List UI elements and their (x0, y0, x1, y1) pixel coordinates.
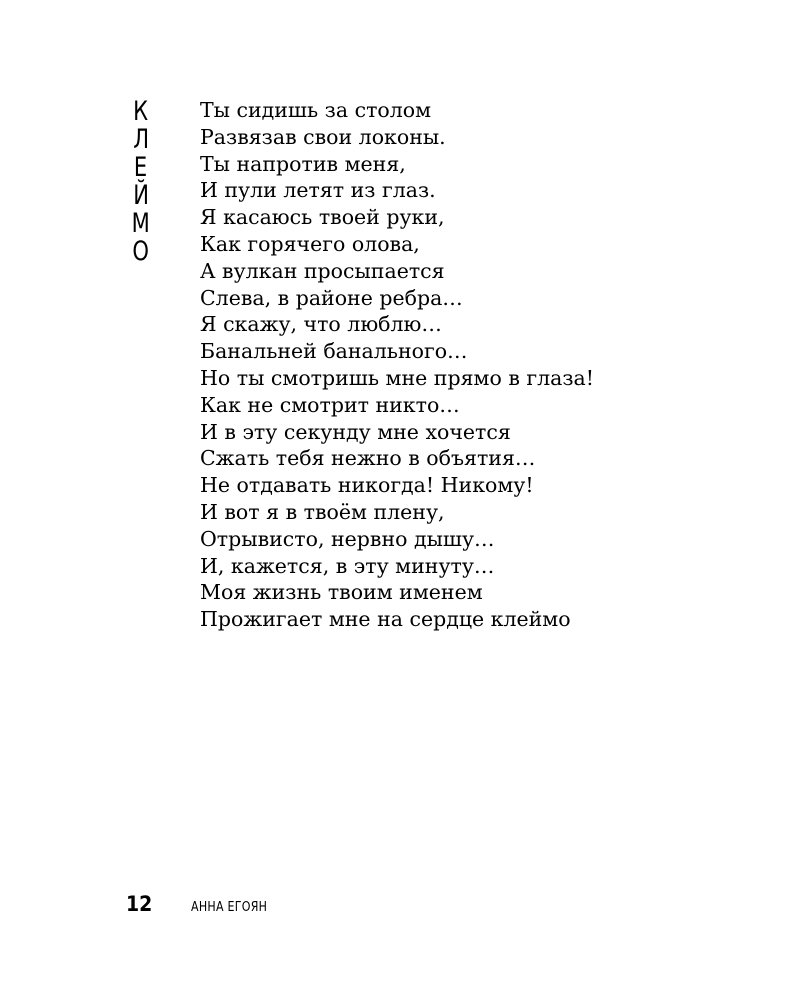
poem-line: Ты сидишь за столом (200, 98, 432, 122)
poem-line: Ты напротив меня, (200, 151, 406, 176)
poem-line: И, кажется, в эту минуту… (200, 553, 495, 578)
poem-line: Как не смотрит никто… (200, 392, 460, 417)
poem-line: Прожигает мне на сердце клеймо (200, 607, 571, 632)
title-letter: М (131, 208, 151, 239)
poem-line: Но ты смотришь мне прямо в глаза! (200, 365, 595, 390)
vertical-poem-title (126, 98, 156, 266)
title-letter: Л (133, 124, 149, 155)
poem-line: Я скажу, что люблю… (200, 312, 442, 337)
page-footer (126, 892, 281, 916)
poem-line: Как горячего олова, (200, 231, 420, 256)
poem-line: И в эту секунду мне хочется (200, 419, 511, 444)
poem-line: А вулкан просыпается (200, 258, 445, 283)
title-letter: К (133, 96, 149, 127)
poem-line: Отрывисто, нервно дышу… (200, 526, 495, 551)
title-letter: Й (133, 180, 149, 211)
poem-body (200, 97, 594, 633)
author-name: АННА ЕГОЯН (191, 900, 268, 915)
poem-line: Я касаюсь твоей руки, (200, 205, 445, 230)
poem-line: Моя жизнь твоим именем (200, 580, 483, 605)
poem-line: Развязав свои локоны. (200, 124, 446, 149)
poem-line: Сжать тебя нежно в объятия… (200, 446, 536, 471)
title-letter: О (132, 236, 150, 267)
poem-line: И вот я в твоём плену, (200, 499, 445, 524)
title-letter: Е (134, 152, 148, 183)
poem-line: И пули летят из глаз. (200, 178, 436, 203)
poem-line: Слева, в районе ребра… (200, 285, 463, 310)
page-number: 12 (126, 892, 153, 916)
poem-line: Не отдавать никогда! Никому! (200, 473, 534, 498)
poem-line: Банальней банального… (200, 339, 468, 364)
